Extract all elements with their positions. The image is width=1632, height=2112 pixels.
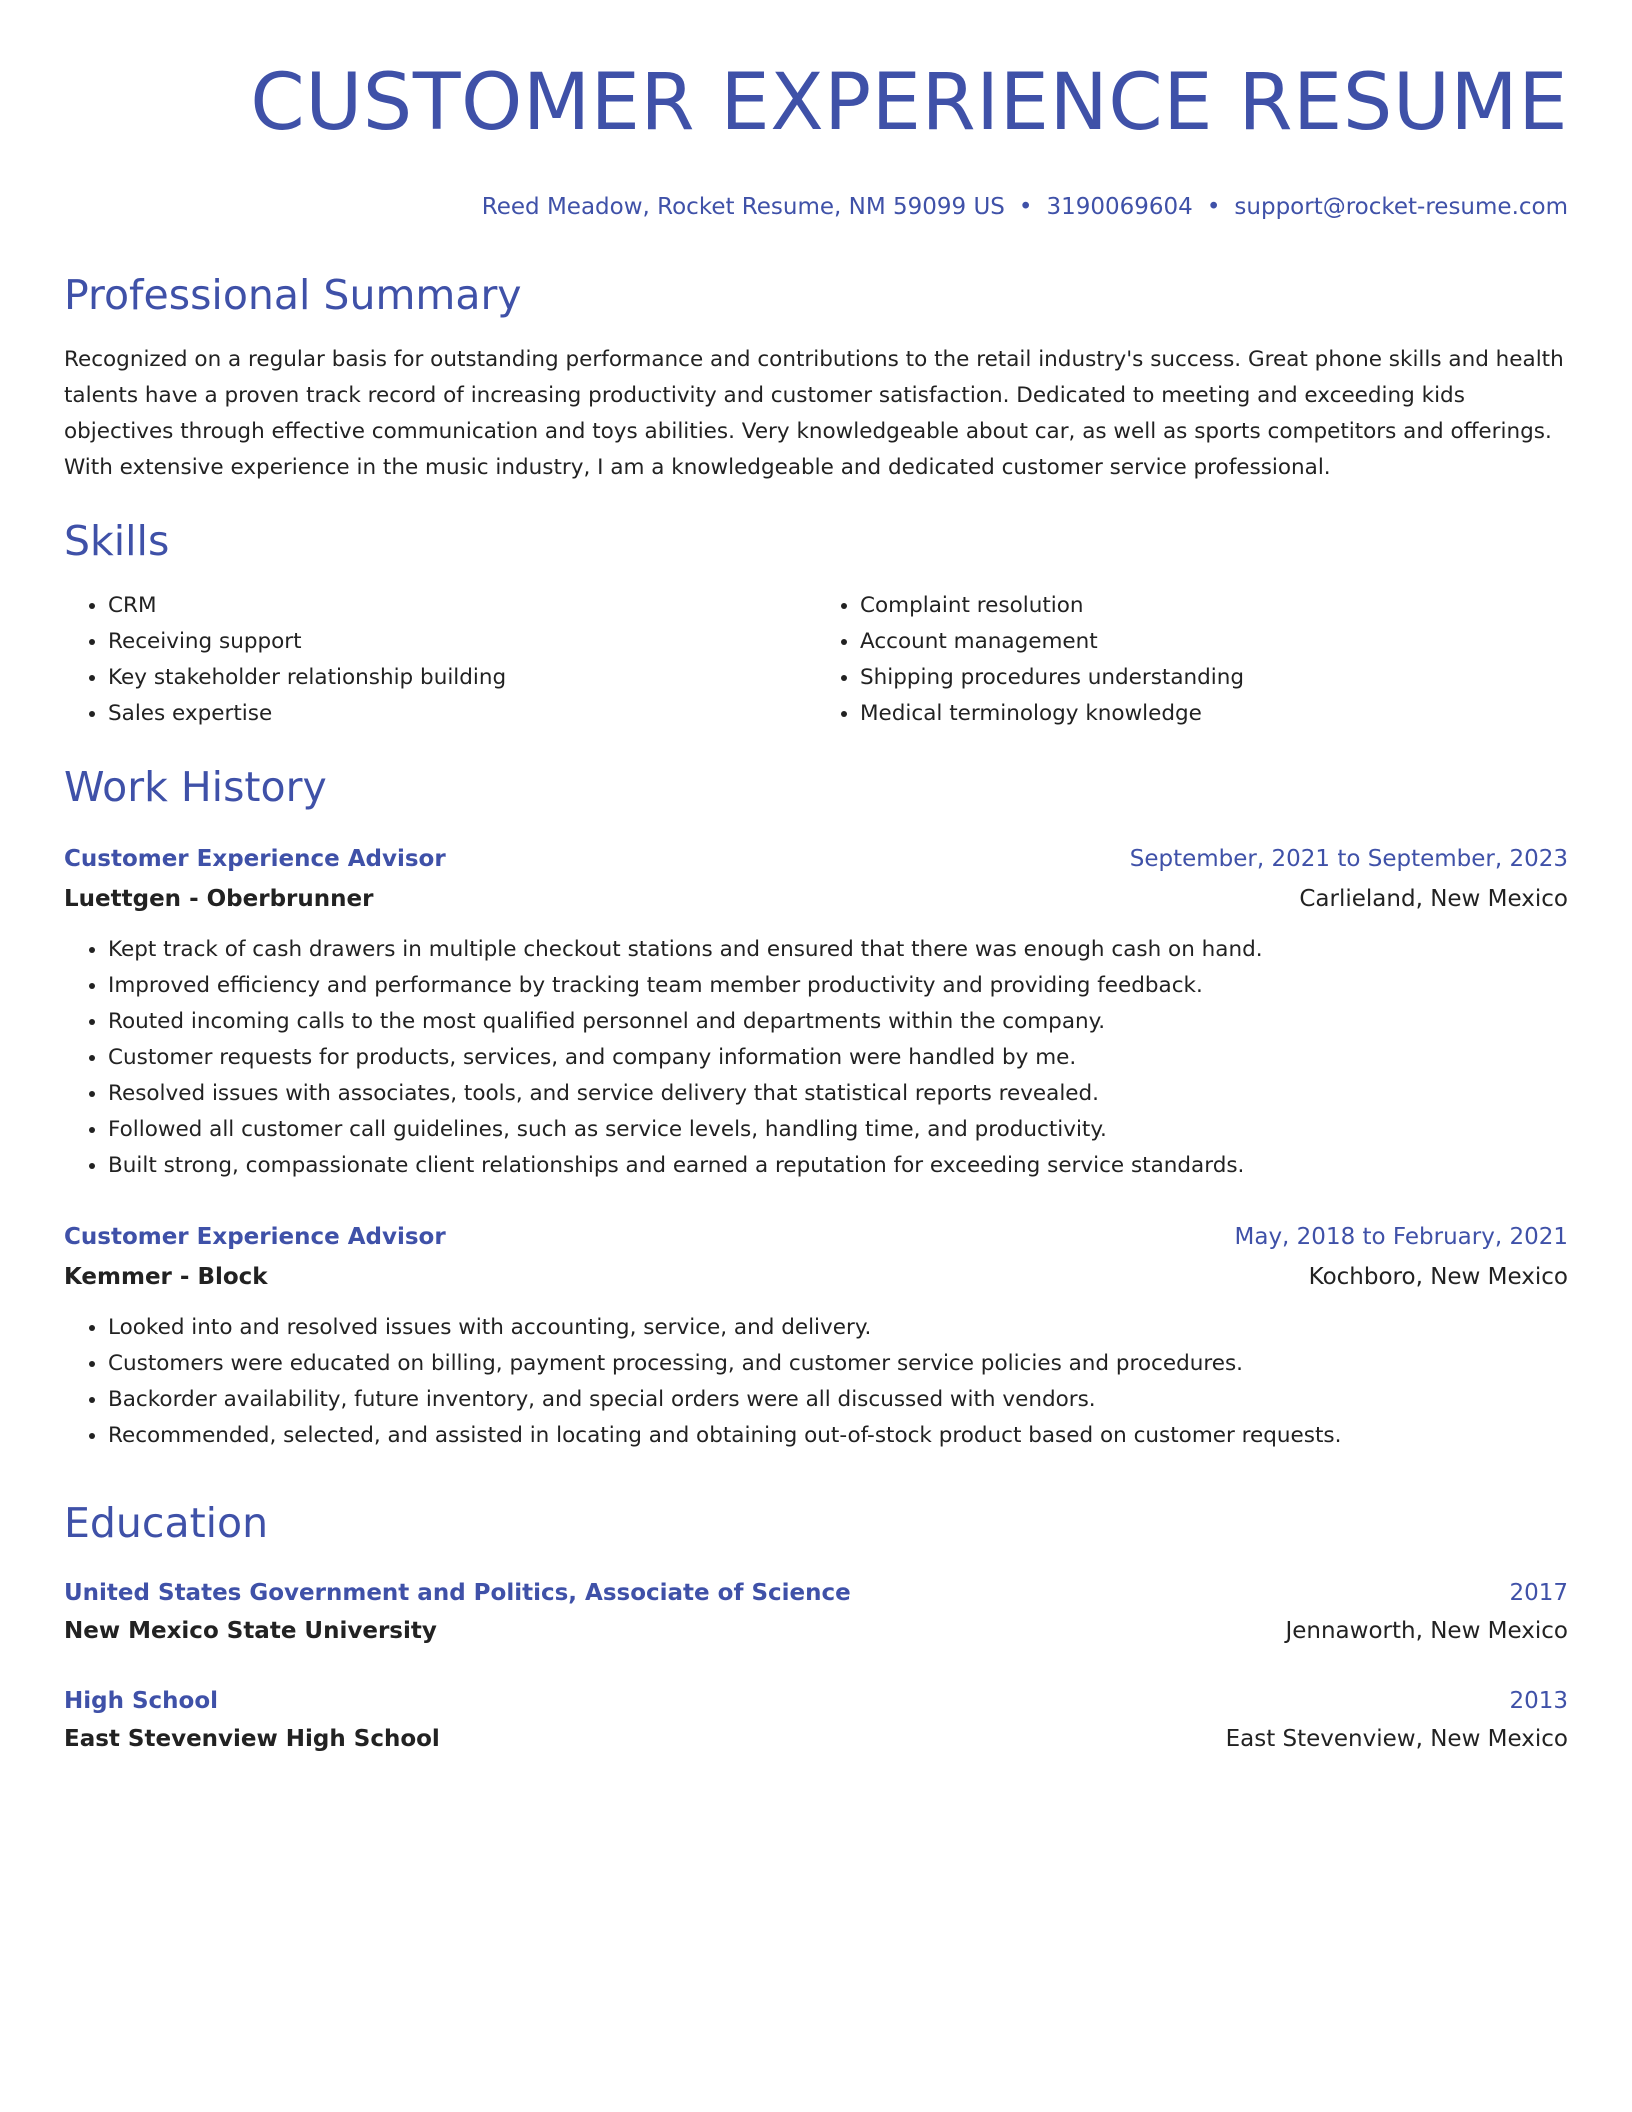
job-bullet: • Resolved issues with associates, tools, and service delivery that statistical reports revealed. [108, 1076, 1568, 1112]
education-header [64, 1578, 1568, 1608]
summary-text: Recognized on a regular basis for outstanding performance and contributions to the retail industry's success. Great phone skills and health talents have a proven track record of increasing productivity and customer satisfaction. Dedicated to meeting and exceeding kids objectives through effective communication and toys abilities. Very knowledgeable about car, as well as sports competitors and offerings. With extensive experience in the music industry, I am a knowledgeable and dedicated customer service professional. [64, 347, 1564, 480]
job-entry [64, 1222, 1568, 1454]
education-heading: Education [64, 1499, 269, 1547]
job-bullet: • Backorder availability, future inventory, and special orders were all discussed with vendors. [108, 1382, 1568, 1418]
education-section [64, 1498, 1568, 1754]
resume-title: CUSTOMER EXPERIENCE RESUME [250, 58, 1568, 148]
summary-section [64, 270, 1568, 486]
job-bullet: • Built strong, compassionate client relationships and earned a reputation for exceeding service standards. [108, 1148, 1568, 1184]
job-bullet: • Followed all customer call guidelines, such as service levels, handling time, and productivity. [108, 1112, 1568, 1148]
education-entry [64, 1578, 1568, 1646]
education-degree: High School [64, 1688, 219, 1714]
job-bullet: • Customers were educated on billing, payment processing, and customer service policies and procedures. [108, 1346, 1568, 1382]
summary-heading: Professional Summary [64, 271, 522, 319]
job-company: Kemmer - Block [64, 1264, 268, 1290]
skill-item: • Receiving support [108, 624, 816, 660]
contact-separator: • [1018, 194, 1033, 220]
education-subheader [64, 1724, 1568, 1754]
resume-header [64, 56, 1568, 222]
skills-column-left [64, 588, 816, 732]
job-subheader [64, 1262, 1568, 1292]
skills-column-right [816, 588, 1568, 732]
job-bullets [64, 1310, 1568, 1454]
job-bullet: • Looked into and resolved issues with accounting, service, and delivery. [108, 1310, 1568, 1346]
job-header [64, 844, 1568, 874]
education-degree: United States Government and Politics, Associate of Science [64, 1580, 851, 1606]
job-entry [64, 844, 1568, 1184]
education-school: East Stevenview High School [64, 1726, 440, 1752]
skills-heading: Skills [64, 517, 170, 565]
education-subheader [64, 1616, 1568, 1646]
education-year: 2013 [1509, 1688, 1568, 1714]
contact-address: Reed Meadow, Rocket Resume, NM 59099 US [481, 194, 1005, 220]
work-history-heading: Work History [64, 763, 327, 811]
job-header [64, 1222, 1568, 1252]
job-bullet: • Customer requests for products, services, and company information were handled by me. [108, 1040, 1568, 1076]
job-bullet: • Kept track of cash drawers in multiple checkout stations and ensured that there was enough cash on hand. [108, 932, 1568, 968]
education-school: New Mexico State University [64, 1618, 437, 1644]
education-entry [64, 1686, 1568, 1754]
contact-phone: 3190069604 [1046, 194, 1193, 220]
skill-item: • CRM [108, 588, 816, 624]
job-subheader [64, 884, 1568, 914]
job-title: Customer Experience Advisor [64, 846, 446, 872]
education-location: Jennaworth, New Mexico [1285, 1618, 1568, 1644]
job-location: Carlieland, New Mexico [1299, 886, 1568, 912]
skill-item: • Medical terminology knowledge [860, 696, 1568, 732]
skill-item: • Key stakeholder relationship building [108, 660, 816, 696]
contact-separator: • [1206, 194, 1221, 220]
skill-item: • Sales expertise [108, 696, 816, 732]
skill-item: • Complaint resolution [860, 588, 1568, 624]
job-bullet: • Recommended, selected, and assisted in locating and obtaining out-of-stock product based on customer requests. [108, 1418, 1568, 1454]
education-header [64, 1686, 1568, 1716]
skills-section [64, 516, 1568, 732]
education-year: 2017 [1509, 1580, 1568, 1606]
skill-item: • Account management [860, 624, 1568, 660]
skill-item: • Shipping procedures understanding [860, 660, 1568, 696]
contact-email[interactable]: support@rocket-resume.com [1234, 194, 1568, 220]
contact-line [64, 192, 1568, 222]
job-bullets [64, 932, 1568, 1184]
skills-grid [64, 588, 1568, 732]
job-company: Luettgen - Oberbrunner [64, 886, 374, 912]
job-dates: September, 2021 to September, 2023 [1129, 846, 1568, 872]
education-location: East Stevenview, New Mexico [1225, 1726, 1568, 1752]
job-bullet: • Routed incoming calls to the most qualified personnel and departments within the company. [108, 1004, 1568, 1040]
work-history-section [64, 762, 1568, 1454]
job-bullet: • Improved efficiency and performance by tracking team member productivity and providing feedback. [108, 968, 1568, 1004]
job-title: Customer Experience Advisor [64, 1224, 446, 1250]
job-dates: May, 2018 to February, 2021 [1234, 1224, 1568, 1250]
job-location: Kochboro, New Mexico [1308, 1264, 1568, 1290]
